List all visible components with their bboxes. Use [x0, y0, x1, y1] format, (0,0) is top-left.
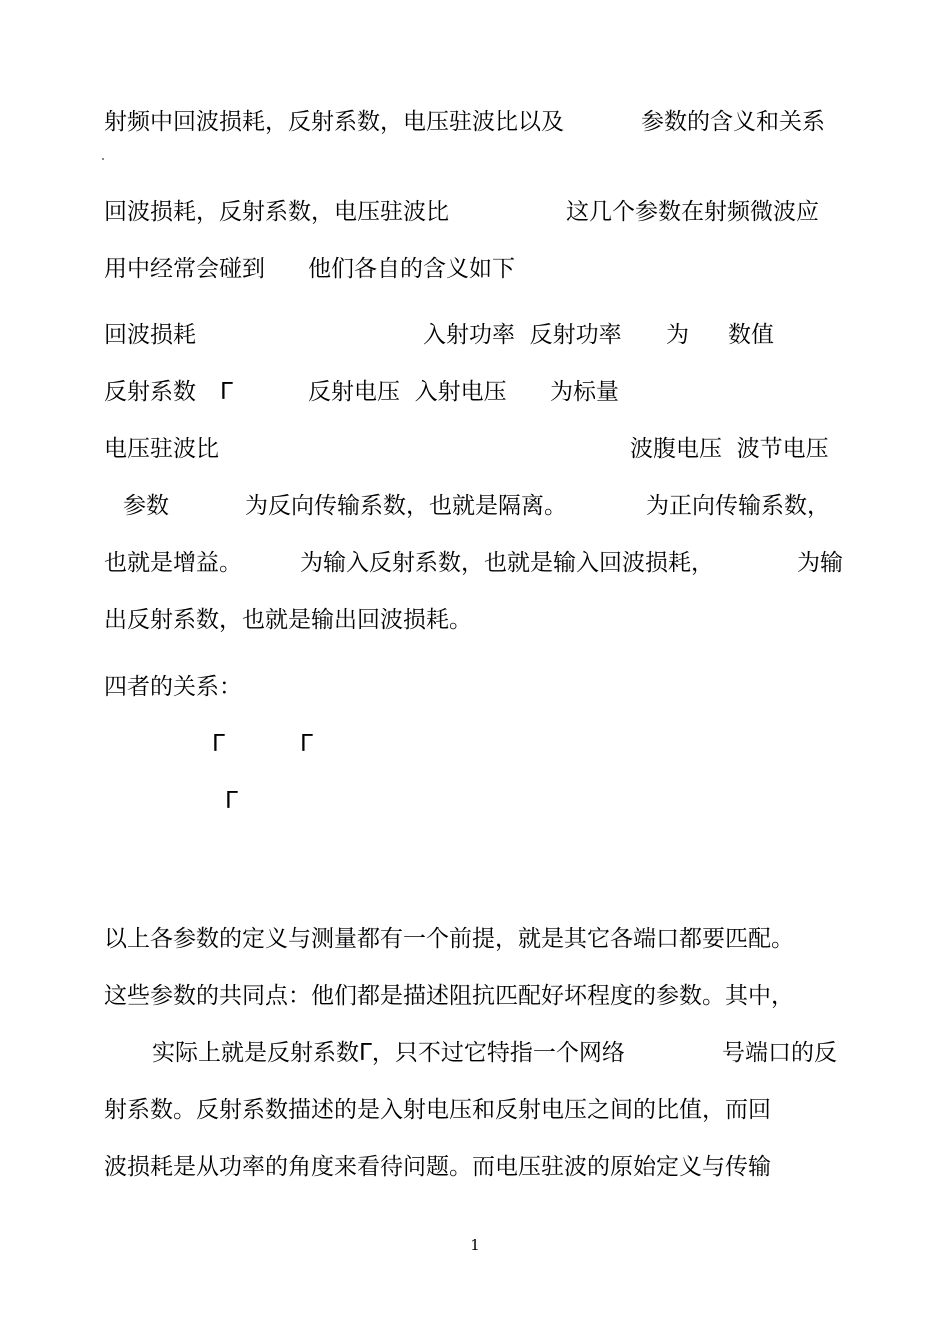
relation-gamma-1: Γ	[212, 731, 225, 757]
relation-gamma-3: Γ	[225, 788, 238, 814]
formula-reflection: 反射电压 入射电压	[308, 379, 507, 405]
sparam-line1-a: 参数	[123, 493, 169, 519]
body-line-2: 这些参数的共同点：他们都是描述阻抗匹配好坏程度的参数。其中，	[104, 983, 794, 1009]
relation-gamma-2: Γ	[300, 731, 313, 757]
gamma-symbol: Γ	[220, 379, 233, 405]
for-return-loss: 为	[666, 322, 689, 348]
sparam-line1-b: 为反向传输系数，也就是隔离。	[245, 493, 567, 519]
unit-return-loss: 数值	[728, 322, 774, 348]
stray-mark	[102, 158, 104, 160]
term-return-loss: 回波损耗	[104, 322, 196, 348]
intro-line2-right: 他们各自的含义如下	[308, 256, 515, 282]
intro-line2-left: 用中经常会碰到	[104, 256, 265, 282]
sparam-line2-a: 也就是增益。	[104, 550, 242, 576]
title-right: 参数的含义和关系	[641, 109, 825, 135]
body-line-4: 射系数。反射系数描述的是入射电压和反射电压之间的比值，而回	[104, 1097, 771, 1123]
title-left: 射频中回波损耗，反射系数，电压驻波比以及	[104, 109, 564, 135]
sparam-line1-c: 为正向传输系数，	[646, 493, 830, 519]
formula-return-loss: 入射功率 反射功率	[423, 322, 622, 348]
sparam-line3: 出反射系数，也就是输出回波损耗。	[104, 607, 472, 633]
relation-heading: 四者的关系：	[104, 674, 242, 700]
term-vswr: 电压驻波比	[104, 436, 219, 462]
body-line-1: 以上各参数的定义与测量都有一个前提，就是其它各端口都要匹配。	[104, 926, 794, 952]
formula-vswr: 波腹电压 波节电压	[630, 436, 829, 462]
page-number: 1	[470, 1236, 480, 1254]
body-line-3-left: 实际上就是反射系数Γ，只不过它特指一个网络	[152, 1040, 625, 1066]
body-line-3-right: 号端口的反	[722, 1040, 837, 1066]
intro-line1-right: 这几个参数在射频微波应	[566, 199, 819, 225]
note-reflection: 为标量	[550, 379, 619, 405]
sparam-line2-b: 为输入反射系数，也就是输入回波损耗，	[300, 550, 714, 576]
term-reflection: 反射系数	[104, 379, 196, 405]
sparam-line2-c: 为输	[797, 550, 843, 576]
body-line-5: 波损耗是从功率的角度来看待问题。而电压驻波的原始定义与传输	[104, 1154, 771, 1180]
intro-line1-left: 回波损耗，反射系数，电压驻波比	[104, 199, 449, 225]
